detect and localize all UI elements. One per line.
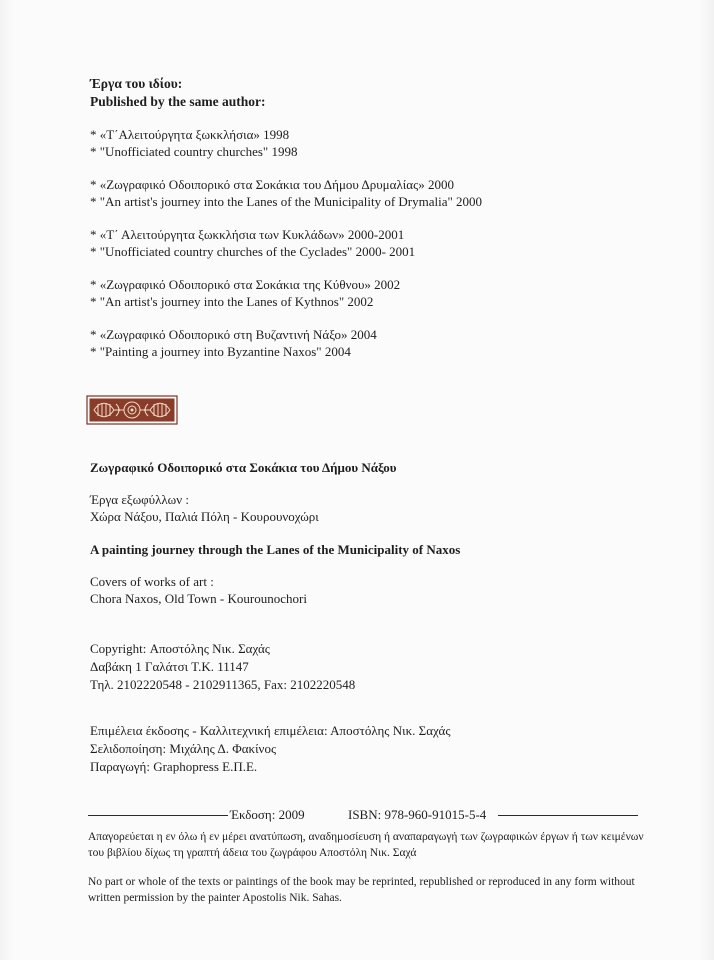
publications-list <box>90 126 650 376</box>
publication-english: * "Painting a journey into Byzantine Naxos" 2004 <box>90 344 351 359</box>
edition-row <box>88 807 640 823</box>
list-item <box>90 276 650 310</box>
credit-editing: Επιμέλεια έκδοσης - Καλλιτεχνική επιμέλεια: Αποστόλης Νικ. Σαχάς <box>90 723 451 738</box>
list-item <box>90 126 650 160</box>
book-title-english: A painting journey through the Lanes of the Municipality of Naxos <box>90 542 461 557</box>
covers-value-english: Chora Naxos, Old Town - Kourounochori <box>90 591 307 606</box>
works-heading-greek: Έργα του ιδίου: <box>90 76 183 91</box>
credit-layout: Σελιδοποίηση: Μιχάλης Δ. Φακίνος <box>90 741 277 756</box>
divider <box>88 815 228 816</box>
covers-label-english: Covers of works of art : <box>90 574 214 589</box>
covers-label-greek: Έργα εξωφύλλων : <box>90 492 189 507</box>
copyright-block <box>90 640 355 694</box>
publication-greek: * «Τ΄Αλειτούργητα ξωκκλήσια» 1998 <box>90 127 290 142</box>
publication-english: * "Unofficiated country churches" 1998 <box>90 144 298 159</box>
edition-year: Έκδοση: 2009 <box>230 807 305 822</box>
credit-production: Παραγωγή: Graphopress Ε.Π.Ε. <box>90 759 258 774</box>
publication-english: * "An artist's journey into the Lanes of Kythnos" 2002 <box>90 294 374 309</box>
ornamental-band-icon <box>86 395 178 425</box>
covers-value-greek: Χώρα Νάξου, Παλιά Πόλη - Κουρουνοχώρι <box>90 509 319 524</box>
rights-notice-greek: Απαγορεύεται η εν όλω ή εν μέρει ανατύπωση, αναδημοσίευση ή αναπαραγωγή των ζωγραφικών έργων ή των κειμένων του βιβλίου δίχως τη γραπτή άδεια του ζωγράφου Αποστόλη Νικ. Σαχά <box>88 831 644 859</box>
copyright-phone: Τηλ. 2102220548 - 2102911365, Fax: 2102220548 <box>90 677 356 692</box>
credits-block <box>90 722 450 776</box>
isbn: ISBN: 978-960-91015-5-4 <box>348 807 487 822</box>
rights-notice-english: No part or whole of the texts or paintings of the book may be reprinted, republished or reproduced in any form without written permission by the painter Apostolis Nik. Sahas. <box>88 876 635 904</box>
publication-greek: * «Ζωγραφικό Οδοιπορικό στα Σοκάκια της Κύθνου» 2002 <box>90 277 401 292</box>
list-item <box>90 326 650 360</box>
list-item <box>90 176 650 210</box>
publication-english: * "Unofficiated country churches of the Cyclades" 2000- 2001 <box>90 244 416 259</box>
copyright-holder: Copyright: Αποστόλης Νικ. Σαχάς <box>90 641 270 656</box>
book-title-greek: Ζωγραφικό Οδοιπορικό στα Σοκάκια του Δήμου Νάξου <box>90 460 397 475</box>
publication-greek: * «Τ΄ Αλειτούργητα ξωκκλήσια των Κυκλάδων» 2000-2001 <box>90 227 405 242</box>
works-heading-english: Published by the same author: <box>90 94 266 109</box>
publication-greek: * «Ζωγραφικό Οδοιπορικό στα Σοκάκια του Δήμου Δρυμαλίας» 2000 <box>90 177 454 192</box>
publication-english: * "An artist's journey into the Lanes of the Municipality of Drymalia" 2000 <box>90 194 483 209</box>
publication-greek: * «Ζωγραφικό Οδοιπορικό στη Βυζαντινή Νάξο» 2004 <box>90 327 377 342</box>
copyright-address: Δαβάκη 1 Γαλάτσι Τ.Κ. 11147 <box>90 659 249 674</box>
divider <box>498 815 638 816</box>
list-item <box>90 226 650 260</box>
